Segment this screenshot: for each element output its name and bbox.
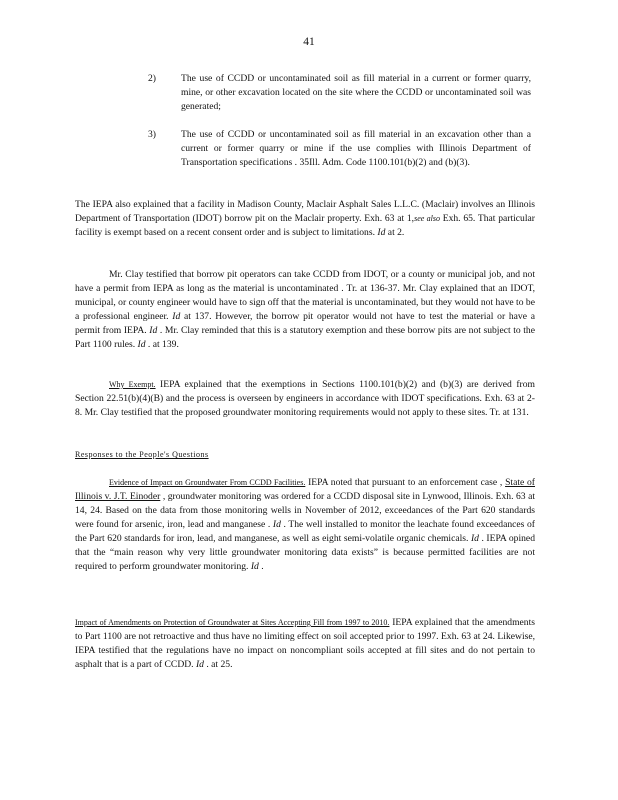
paragraph-text: The IEPA also explained that a facility in Madison County, Maclair Asphalt Sales L.L.C. (Maclair) involves an Illinois Department of Transportation (IDOT) borrow pit on the Maclair property. Exh. 63 at 1,	[75, 199, 535, 224]
paragraph-evidence	[75, 476, 535, 574]
paragraph-text: IEPA explained that the amendments to Part 1100 are not retroactive and thus have no limiting effect on soil accepted prior to 1997. Exh. 63 at 24. Likewise, IEPA testified that the regulations have no impact on noncompliant soils accepted at fill sites and do not pertain to asphalt that is a part of CCDD.	[75, 617, 535, 670]
citation-id: Id	[149, 325, 158, 336]
paragraph-clay	[75, 268, 535, 352]
citation-id: Id	[272, 519, 281, 530]
paragraph-text: . at 139.	[145, 339, 179, 350]
paragraph-heading: Why Exempt.	[109, 380, 156, 389]
case-name: State of Illinois v. J.T. Einoder	[75, 477, 536, 502]
paragraph-text: .	[258, 561, 264, 572]
citation-id: Id	[195, 659, 204, 670]
paragraph-text: . Mr. Clay reminded that this is a statutory exemption and these borrow pits are not subject to the Part 1100 rules.	[75, 325, 535, 350]
paragraph-text: , groundwater monitoring was ordered for a CCDD disposal site in Lynwood, Illinois. Exh. 63 at 14, 24. Based on the data from those monitoring wells in November of 2012, exceedances of the Part 620 standards were found for arsenic, iron, lead and manganese .	[75, 491, 535, 530]
list-item-text: The use of CCDD or uncontaminated soil as fill material in a current or former quarry, mine, or other excavation located on the site where the CCDD or uncontaminated soil was generated;	[181, 73, 531, 112]
paragraph-heading: Evidence of Impact on Groundwater From CCDD Facilities.	[109, 478, 306, 487]
paragraph-why-exempt	[75, 378, 535, 420]
paragraph-text: at 137. However, the borrow pit operator would not have to test the material or have a permit from IEPA.	[75, 311, 535, 336]
citation-id: Id	[172, 311, 181, 322]
citation-see-also: see also	[414, 214, 440, 223]
citation-id: Id	[377, 227, 386, 238]
paragraph-text: . The well installed to monitor the leachate found exceedances of the Part 620 standards for iron, lead, and manganese, as well as eight semi-volatile organic chemicals.	[75, 519, 535, 544]
paragraph-text: at 2.	[385, 227, 405, 238]
citation-id: Id	[137, 339, 146, 350]
list-item-number: 2)	[148, 73, 156, 84]
paragraph-text: . at 25.	[203, 659, 233, 670]
list-item-number: 3)	[148, 129, 156, 140]
paragraph-impact	[75, 616, 535, 672]
paragraph-text: IEPA explained that the exemptions in Sections 1100.101(b)(2) and (b)(3) are derived from Section 22.51(b)(4)(B) and the process is overseen by engineers in accordance with IDOT specifications. Exh. 63 at 2-8. Mr. Clay testified that the proposed groundwater monitoring requirements would not apply to these sites. Tr. at 131.	[75, 379, 535, 418]
paragraph-text: . IEPA opined that the “main reason why very little groundwater monitoring data exists” is because permitted facilities are not required to perform groundwater monitoring.	[75, 533, 535, 572]
paragraph-text: Mr. Clay testified that borrow pit operators can take CCDD from IDOT, or a county or municipal job, and not have a permit from IEPA as long as the material is uncontaminated . Tr. at 136-37. Mr. Clay explained that an IDOT, municipal, or county engineer would have to sign off that the material is uncontaminated, but they would not have to be a professional engineer.	[75, 269, 535, 322]
paragraph-maclair	[75, 198, 535, 240]
paragraph-text: Exh. 65. That particular facility is exempt based on a recent consent order and is subject to limitations.	[75, 213, 535, 238]
citation-id: Id	[250, 561, 259, 572]
list-item-text: The use of CCDD or uncontaminated soil as fill material in an excavation other than a current or former quarry or mine if the use complies with Illinois Department of Transportation specifications . 35Ill. Adm. Code 1100.101(b)(2) and (b)(3).	[181, 129, 531, 168]
paragraph-text: IEPA noted that pursuant to an enforcement case ,	[305, 477, 506, 488]
citation-id: Id	[470, 533, 479, 544]
paragraph-heading: Impact of Amendments on Protection of Groundwater at Sites Accepting Fill from 1997 to 2010.	[75, 618, 390, 627]
section-heading: Responses to the People's Questions	[75, 450, 209, 459]
page-number: 41	[303, 36, 315, 48]
